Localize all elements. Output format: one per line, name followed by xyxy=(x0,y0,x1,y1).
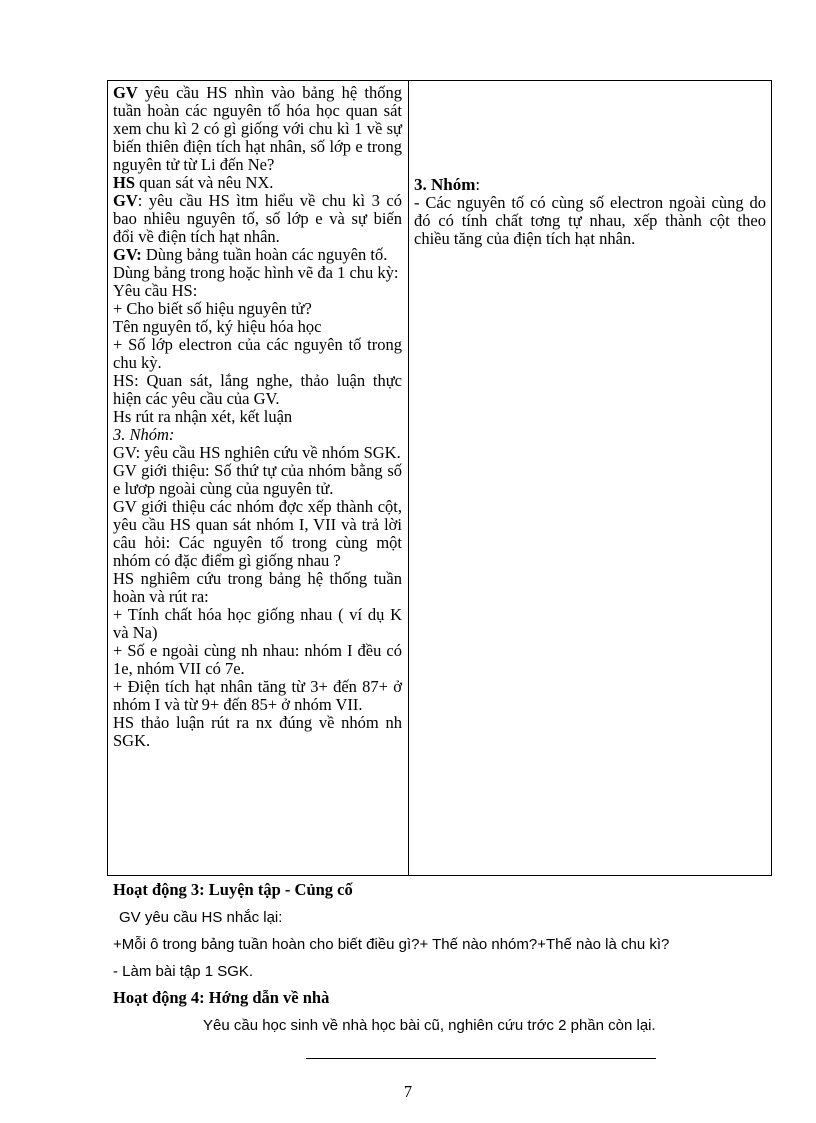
paragraph-5: Dùng bảng trong hoặc hình vẽ đa 1 chu kỳ: xyxy=(113,263,399,282)
teacher-student-activity-column xyxy=(108,81,409,875)
paragraph-1: GV yêu cầu HS nhìn vào bảng hệ thống tuần hoàn các nguyên tố hóa học quan sát xem chu kì 2 có gì giống với chu kì 1 về sự biến thiên điện tích hạt nhân, số lớp e trong nguyên tử từ Li đến Ne? xyxy=(113,83,402,174)
paragraph-16: HS nghiêm cứu trong bảng hệ thống tuần hoàn và rút ra: xyxy=(113,569,402,606)
paragraph-20: HS thảo luận rút ra nx đúng về nhóm nh SGK. xyxy=(113,713,402,750)
activity-4-title: Hoạt động 4: Hớng dẫn về nhà xyxy=(113,988,330,1007)
section-heading-nhom: 3. Nhóm: xyxy=(113,425,175,444)
right-section-body: - Các nguyên tố có cùng số electron ngoài cùng do đó có tính chất tơng tự nhau, xếp thành cột theo chiều tăng của điện tích hạt nhân. xyxy=(414,193,766,248)
content-column xyxy=(409,81,771,875)
right-section-heading: 3. Nhóm: xyxy=(414,175,481,194)
activity-3-line-1: GV yêu cầu HS nhắc lại: xyxy=(119,909,283,926)
activity-3-line-2: +Mỗi ô trong bảng tuần hoàn cho biết điều gì?+ Thế nào nhóm?+Thế nào là chu kì? xyxy=(113,936,670,953)
activity-3-line-3: - Làm bài tập 1 SGK. xyxy=(113,963,254,980)
paragraph-11: Hs rút ra nhận xét, kết luận xyxy=(113,407,293,426)
paragraph-15: GV giới thiệu các nhóm đợc xếp thành cột, yêu cầu HS quan sát nhóm I, VII và trả lời câu hỏi: Các nguyên tố trong cùng một nhóm có đặc điểm gì giống nhau ? xyxy=(113,497,402,570)
footer-rule xyxy=(306,1058,656,1059)
activity-4-line-1: Yêu cầu học sinh về nhà học bài cũ, nghiên cứu trớc 2 phần còn lại. xyxy=(203,1017,656,1034)
paragraph-19: + Điện tích hạt nhân tăng từ 3+ đến 87+ ở nhóm I và từ 9+ đến 85+ ở nhóm VII. xyxy=(113,677,402,714)
paragraph-14: GV giới thiệu: Số thứ tự của nhóm bằng số e lươp ngoài cùng của nguyên tử. xyxy=(113,461,402,498)
paragraph-17: + Tính chất hóa học giống nhau ( ví dụ K và Na) xyxy=(113,605,402,642)
activity-3-title: Hoạt động 3: Luyện tập - Củng cố xyxy=(113,880,353,899)
paragraph-10: HS: Quan sát, lắng nghe, thảo luận thực hiện các yêu cầu của GV. xyxy=(113,371,402,408)
page-number: 7 xyxy=(403,1082,413,1101)
paragraph-18: + Số e ngoài cùng nh nhau: nhóm I đều có 1e, nhóm VII có 7e. xyxy=(113,641,402,678)
paragraph-3: GV: yêu cầu HS ìtm hiểu về chu kì 3 có bao nhiêu nguyên tố, số lớp e và sự biến đổi về điện tích hạt nhân. xyxy=(113,191,402,246)
paragraph-8: Tên nguyên tố, ký hiệu hóa học xyxy=(113,317,322,336)
paragraph-13: GV: yêu cầu HS nghiên cứu về nhóm SGK. xyxy=(113,443,401,462)
paragraph-2: HS quan sát và nêu NX. xyxy=(113,173,274,192)
lesson-table xyxy=(107,80,772,876)
paragraph-4: GV: Dùng bảng tuần hoàn các nguyên tố. xyxy=(113,245,388,264)
paragraph-6: Yêu cầu HS: xyxy=(113,281,198,300)
paragraph-7: + Cho biết số hiệu nguyên tử? xyxy=(113,299,312,318)
paragraph-9: + Số lớp electron của các nguyên tố trong chu kỳ. xyxy=(113,335,402,372)
